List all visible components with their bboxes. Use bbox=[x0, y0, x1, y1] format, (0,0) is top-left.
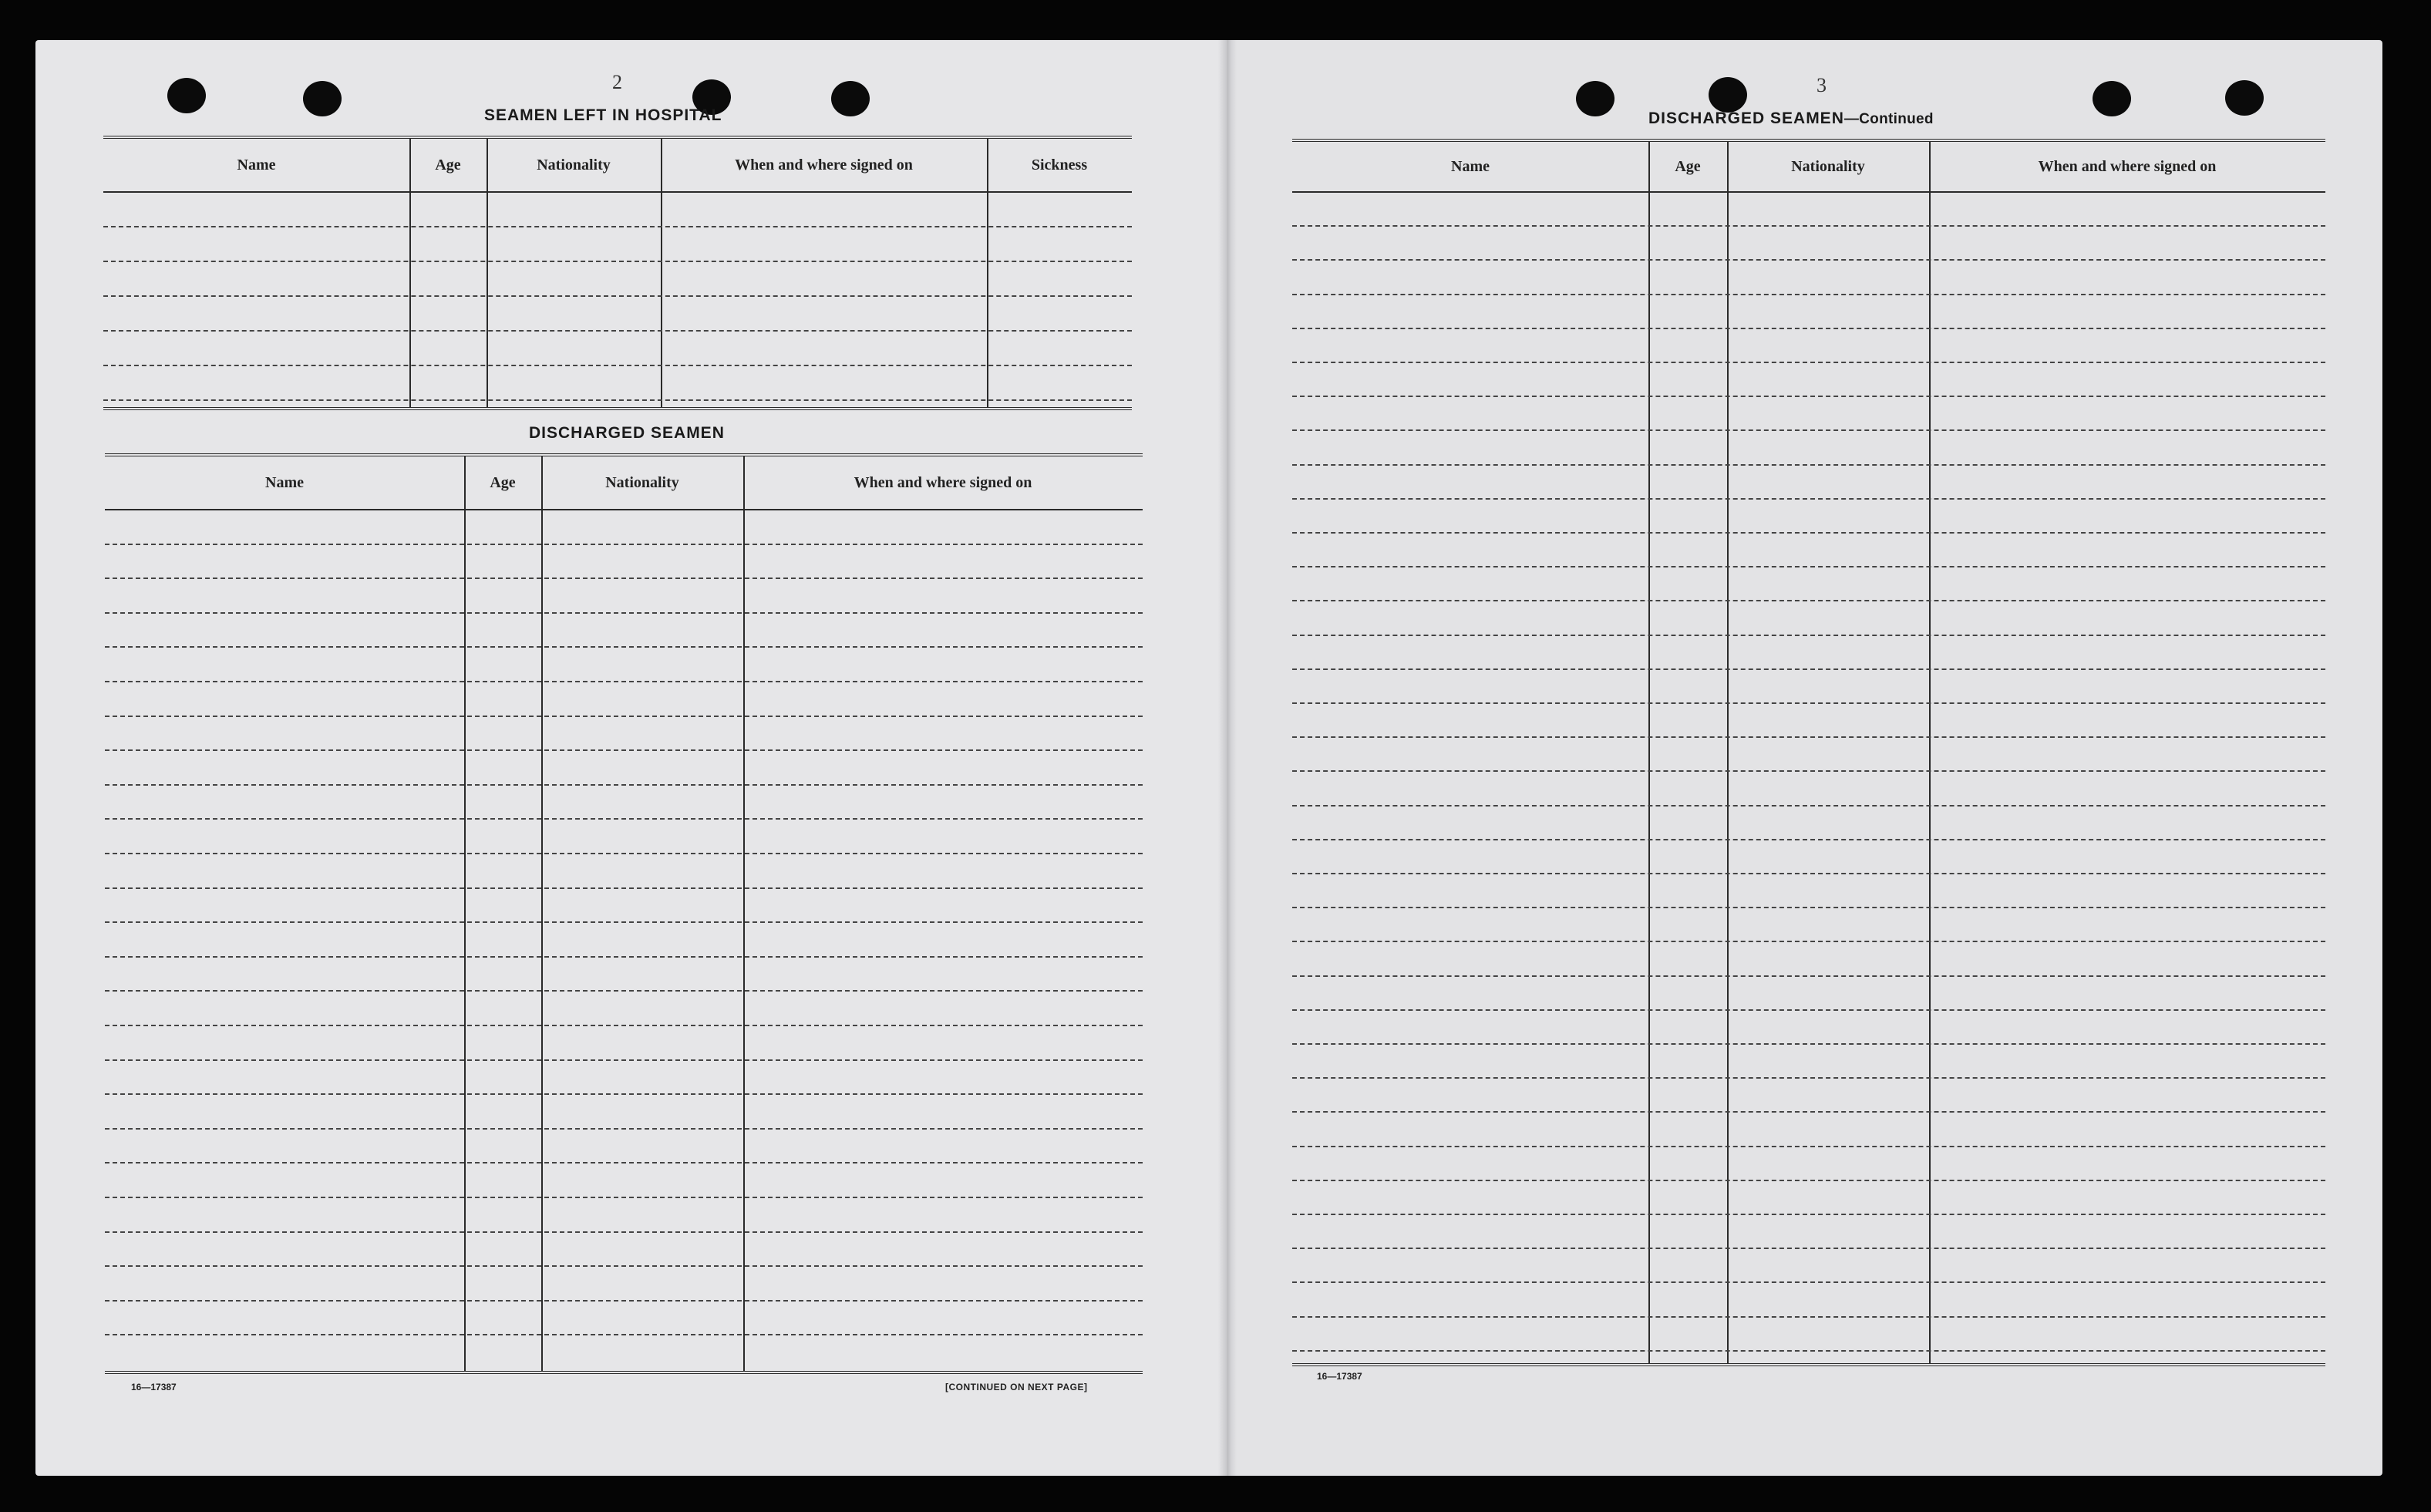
section-title-discharged-continued bbox=[1648, 109, 1934, 128]
column-header-nationality: Nationality bbox=[537, 156, 611, 173]
table-row bbox=[1292, 429, 2325, 431]
hospital-table bbox=[103, 136, 1132, 410]
table-row bbox=[105, 749, 1143, 751]
table-row bbox=[1292, 259, 2325, 261]
table-row bbox=[105, 887, 1143, 889]
table-row bbox=[1292, 907, 2325, 908]
table-row bbox=[1292, 1043, 2325, 1045]
table-row bbox=[1292, 464, 2325, 466]
table-row bbox=[1292, 225, 2325, 227]
section-title-hospital: SEAMEN LEFT IN HOSPITAL bbox=[484, 106, 722, 124]
table-row bbox=[1292, 873, 2325, 874]
table-row bbox=[1292, 736, 2325, 738]
table-row bbox=[105, 612, 1143, 614]
table-row bbox=[1292, 566, 2325, 567]
column-divider bbox=[743, 456, 745, 1371]
table-row bbox=[105, 646, 1143, 648]
page-fold bbox=[1218, 40, 1237, 1476]
column-header-nationality: Nationality bbox=[605, 473, 679, 491]
table-row bbox=[105, 681, 1143, 682]
section-title-discharged: DISCHARGED SEAMEN bbox=[529, 424, 725, 442]
table-row bbox=[1292, 635, 2325, 636]
table-header bbox=[103, 139, 1132, 193]
table-row bbox=[105, 853, 1143, 854]
table-row bbox=[105, 1300, 1143, 1302]
column-header-signed-on: When and where signed on bbox=[2038, 157, 2217, 175]
section-title-text: DISCHARGED SEAMEN bbox=[1648, 109, 1844, 127]
column-header-age: Age bbox=[435, 156, 461, 173]
table-row bbox=[105, 1025, 1143, 1026]
column-divider bbox=[661, 139, 662, 407]
table-row bbox=[105, 990, 1143, 992]
column-header-name: Name bbox=[1451, 157, 1490, 175]
table-row bbox=[105, 1265, 1143, 1267]
table-row bbox=[105, 921, 1143, 923]
table-row bbox=[1292, 362, 2325, 363]
table-row bbox=[1292, 839, 2325, 840]
column-header-sickness: Sickness bbox=[1031, 156, 1088, 173]
table-row bbox=[105, 1128, 1143, 1130]
table-row bbox=[1292, 498, 2325, 500]
table-row bbox=[105, 544, 1143, 545]
discharged-table bbox=[105, 453, 1143, 1374]
table-row bbox=[105, 716, 1143, 717]
column-header-nationality: Nationality bbox=[1791, 157, 1865, 175]
table-row bbox=[103, 330, 1132, 332]
table-row bbox=[103, 261, 1132, 262]
column-header-age: Age bbox=[1675, 157, 1701, 175]
column-header-name: Name bbox=[237, 156, 276, 173]
table-row bbox=[1292, 1316, 2325, 1318]
column-header-age: Age bbox=[490, 473, 516, 491]
table-row bbox=[1292, 941, 2325, 942]
table-row bbox=[1292, 975, 2325, 977]
table-row bbox=[105, 1093, 1143, 1095]
table-row bbox=[1292, 1180, 2325, 1181]
table-row bbox=[105, 784, 1143, 786]
column-header-signed-on: When and where signed on bbox=[735, 156, 913, 173]
column-divider bbox=[487, 139, 488, 407]
table-row bbox=[105, 1231, 1143, 1233]
column-header-signed-on: When and where signed on bbox=[854, 473, 1032, 491]
table-row bbox=[1292, 1077, 2325, 1079]
table-row bbox=[1292, 1281, 2325, 1283]
section-title-suffix: —Continued bbox=[1843, 111, 1934, 127]
table-row bbox=[1292, 770, 2325, 772]
table-row bbox=[1292, 396, 2325, 397]
column-header-name: Name bbox=[265, 473, 304, 491]
continued-note: [CONTINUED ON NEXT PAGE] bbox=[945, 1382, 1088, 1392]
punch-hole bbox=[831, 81, 870, 116]
table-row bbox=[103, 226, 1132, 227]
column-divider bbox=[464, 456, 466, 1371]
discharged-table-continued bbox=[1292, 139, 2325, 1366]
table-row bbox=[1292, 805, 2325, 807]
page-number: 2 bbox=[612, 71, 622, 93]
table-row bbox=[1292, 328, 2325, 329]
table-row bbox=[105, 578, 1143, 579]
table-row bbox=[105, 818, 1143, 820]
table-row bbox=[1292, 294, 2325, 295]
table-row bbox=[103, 295, 1132, 297]
table-row bbox=[1292, 600, 2325, 601]
punch-hole bbox=[2225, 80, 2264, 116]
table-row bbox=[103, 365, 1132, 366]
table-header bbox=[1292, 142, 2325, 193]
table-header bbox=[105, 456, 1143, 510]
table-row bbox=[105, 1162, 1143, 1163]
form-code: 16—17387 bbox=[131, 1382, 177, 1392]
table-row bbox=[1292, 702, 2325, 704]
page-number: 3 bbox=[1817, 74, 1827, 96]
table-row bbox=[1292, 1214, 2325, 1215]
punch-hole bbox=[167, 78, 206, 113]
table-row bbox=[1292, 532, 2325, 534]
table-row bbox=[105, 956, 1143, 958]
table-row bbox=[1292, 1009, 2325, 1011]
punch-hole bbox=[1576, 81, 1614, 116]
punch-hole bbox=[303, 81, 342, 116]
punch-hole bbox=[1709, 77, 1747, 113]
table-row bbox=[1292, 1248, 2325, 1249]
table-row bbox=[105, 1334, 1143, 1335]
column-divider bbox=[541, 456, 543, 1371]
table-row bbox=[1292, 1146, 2325, 1147]
table-row bbox=[103, 399, 1132, 401]
table-row bbox=[1292, 668, 2325, 670]
table-row bbox=[1292, 1111, 2325, 1113]
table-row bbox=[105, 1197, 1143, 1198]
punch-hole bbox=[2093, 81, 2131, 116]
table-row bbox=[1292, 1350, 2325, 1352]
form-code: 16—17387 bbox=[1317, 1371, 1362, 1382]
column-divider bbox=[409, 139, 411, 407]
table-row bbox=[105, 1059, 1143, 1061]
column-divider bbox=[987, 139, 988, 407]
